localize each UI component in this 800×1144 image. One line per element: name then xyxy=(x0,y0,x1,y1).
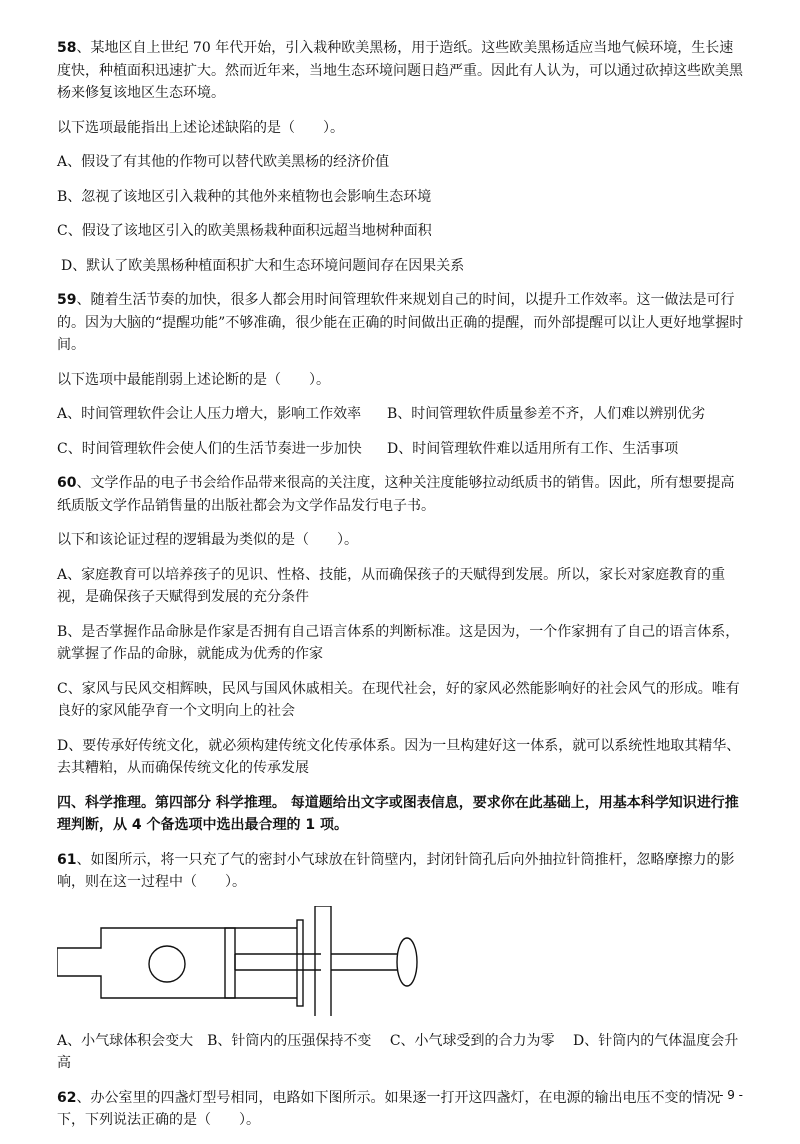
options-row xyxy=(57,438,747,461)
syringe-diagram xyxy=(57,906,437,1016)
section-heading: 四、科学推理。第四部分 科学推理。 每道题给出文字或图表信息，要求你在此基础上，用基本科学知识进行推理判断，从 4 个备选项中选出最合理的 1 项。 xyxy=(57,794,739,833)
barrel-bottom-line xyxy=(57,948,297,998)
question-prompt: 以下和该论证过程的逻辑最为类似的是（ ）。 xyxy=(57,532,358,548)
plunger-head xyxy=(225,928,235,998)
question-62 xyxy=(57,1087,747,1132)
option-b[interactable]: B、忽视了该地区引入栽种的其他外来植物也会影响生态环境 xyxy=(57,188,432,205)
question-prompt: 以下选项最能指出上述论述缺陷的是（ ）。 xyxy=(57,119,344,136)
exam-page xyxy=(57,37,747,1144)
option-d[interactable]: D、要传承好传统文化，就必须构建传统文化传承体系。因为一旦构建好这一体系，就可以系统性地取其精华、去其糟粕，从而确保传统文化的传承发展 xyxy=(57,737,741,776)
question-61 xyxy=(57,849,747,894)
option-b[interactable]: B、时间管理软件质量参差不齐，人们难以辨别优劣 xyxy=(387,406,706,422)
question-stem: 、办公室里的四盏灯型号相同，电路如下图所示。如果逐一打开这四盏灯，在电源的输出电压不变的情况下，下列说法正确的是（ ）。 xyxy=(57,1089,721,1128)
question-number: 62 xyxy=(57,1089,77,1106)
question-number: 60 xyxy=(57,475,77,491)
barrel-flange xyxy=(297,920,303,1006)
question-stem: 、随着生活节奏的加快，很多人都会用时间管理软件来规划自己的时间，以提升工作效率。这一做法是可行的。因为大脑的“提醒功能”不够准确，很少能在正确的时间做出正确的提醒，而外部提醒可以让人更好地掌握时间。 xyxy=(57,292,744,353)
plunger-plate xyxy=(315,906,331,1016)
question-number: 61 xyxy=(57,851,77,868)
plunger-handle xyxy=(397,938,417,986)
option-d[interactable]: D、默认了欧美黑杨种植面积扩大和生态环境问题间存在因果关系 xyxy=(61,257,465,274)
option-c[interactable]: C、假设了该地区引入的欧美黑杨栽种面积远超当地树种面积 xyxy=(57,223,432,239)
syringe-figure xyxy=(57,906,437,1016)
question-stem: 、某地区自上世纪 70 年代开始，引入栽种欧美黑杨，用于造纸。这些欧美黑杨适应当地气候环境，生长速度快，种植面积迅速扩大。然而近年来，当地生态环境问题日趋严重。因此有人认为，可以通过砍掉这些欧美黑杨来修复该地区生态环境。 xyxy=(57,40,743,101)
question-stem: 、如图所示，将一只充了气的密封小气球放在针筒壁内，封闭针筒孔后向外抽拉针筒推杆，忽略摩擦力的影响，则在这一过程中（ ）。 xyxy=(57,851,735,890)
question-60 xyxy=(57,472,747,517)
barrel-top-line xyxy=(57,928,297,948)
question-prompt: 以下选项中最能削弱上述论断的是（ ）。 xyxy=(57,371,330,388)
options-row xyxy=(57,403,747,426)
question-59 xyxy=(57,289,747,357)
option-c[interactable]: C、家风与民风交相辉映，民风与国风休戚相关。在现代社会，好的家风必然能影响好的社会风气的形成。唯有良好的家风能孕育一个文明向上的社会 xyxy=(57,680,740,719)
plunger-rod xyxy=(235,954,321,970)
option-a[interactable]: A、家庭教育可以培养孩子的见识、性格、技能，从而确保孩子的天赋得到发展。所以，家长对家庭教育的重视，是确保孩子天赋得到发展的充分条件 xyxy=(57,566,726,605)
question-61-options[interactable]: A、小气球体积会变大 B、针筒内的压强保持不变 C、小气球受到的合力为零 D、针筒内的气体温度会升高 xyxy=(57,1032,739,1071)
question-58 xyxy=(57,37,747,105)
option-a[interactable]: A、假设了有其他的作物可以替代欧美黑杨的经济价值 xyxy=(57,154,390,170)
plunger-stem xyxy=(331,954,397,970)
option-d[interactable]: D、时间管理软件难以适用所有工作、生活事项 xyxy=(387,440,679,457)
question-number: 58 xyxy=(57,40,77,56)
page-number: - 9 - xyxy=(719,1088,743,1102)
question-stem: 、文学作品的电子书会给作品带来很高的关注度，这种关注度能够拉动纸质书的销售。因此，所有想要提高纸质版文学作品销售量的出版社都会为文学作品发行电子书。 xyxy=(57,475,735,514)
option-a[interactable]: A、时间管理软件会让人压力增大，影响工作效率 xyxy=(57,406,362,422)
balloon-circle xyxy=(149,946,185,982)
question-number: 59 xyxy=(57,292,77,308)
option-c[interactable]: C、时间管理软件会使人们的生活节奏进一步加快 xyxy=(57,440,362,457)
option-b[interactable]: B、是否掌握作品命脉是作家是否拥有自己语言体系的判断标准。这是因为，一个作家拥有了自己的语言体系，就掌握了作品的命脉，就能成为优秀的作家 xyxy=(57,623,740,662)
